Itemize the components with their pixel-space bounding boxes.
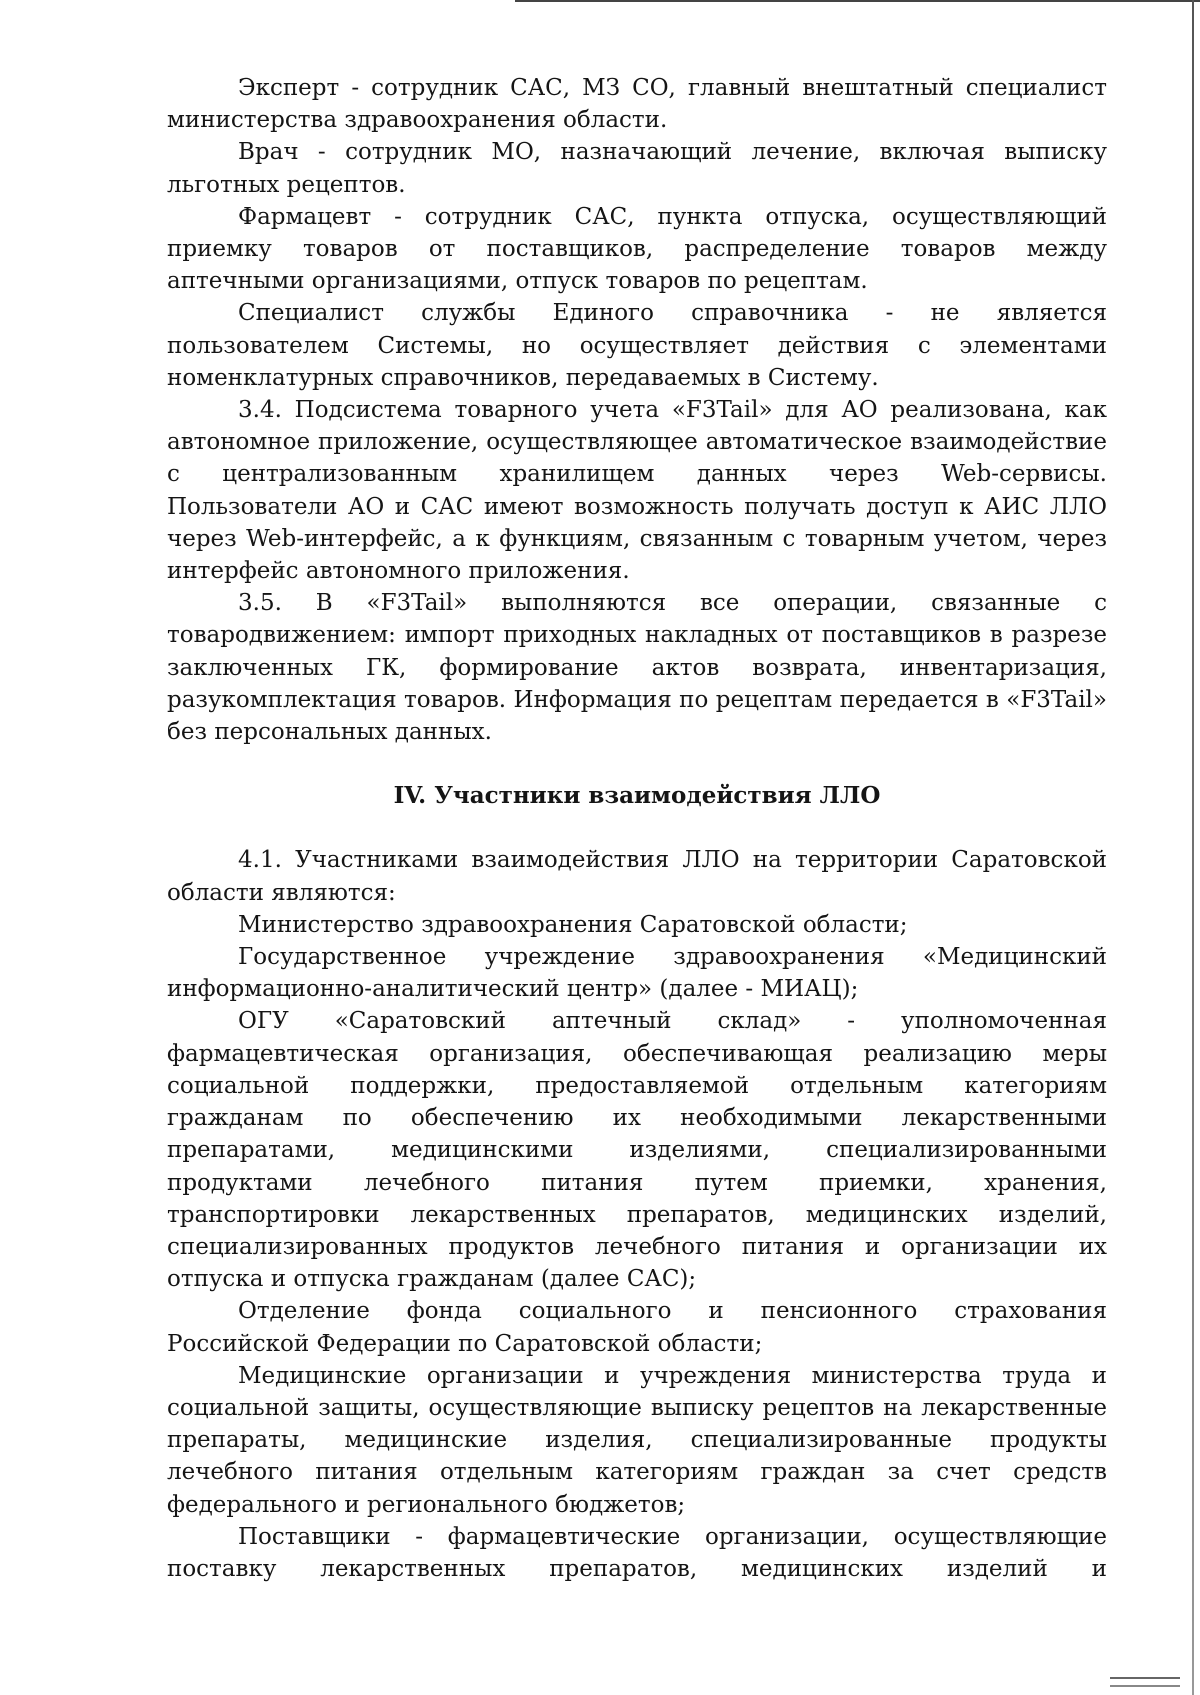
paragraph-suppliers: Поставщики - фармацевтические организации, осуществляющие поставку лекарственных препаратов, медицинских изделий и [167,1523,1107,1582]
paragraph-miac: Государственное учреждение здравоохранения «Медицинский информационно-аналитический центр» (далее - МИАЦ); [167,944,1107,1003]
paragraph-sas: ОГУ «Саратовский аптечный склад» - уполномоченная фармацевтическая организация, обеспечивающая реализацию меры социальной поддержки, предоставляемой отдельным категориям гражданам по обеспечению их необходимыми лекарственными препаратами, медицинскими изделиями, специализированными продуктами лечебного питания путем приемки, хранения, транспортировки лекарственных препаратов, медицинских изделий, специализированных продуктов лечебного питания и организации их отпуска и отпуска гражданам (далее САС); [167,1008,1107,1293]
paragraph-social-fund: Отделение фонда социального и пенсионного страхования Российской Федерации по Саратовской области; [167,1298,1107,1357]
paragraph-3-5: 3.5. В «F3Tail» выполняются все операции, связанные с товародвижением: импорт приходных накладных от поставщиков в разрезе заключенных ГК, формирование актов возврата, инвентаризация, разукомплектация товаров. Информация по рецептам передается в «F3Tail» без персональных данных. [167,590,1107,746]
scan-right-edge [1192,0,1194,1695]
paragraph-expert: Эксперт - сотрудник САС, МЗ СО, главный внештатный специалист министерства здравоохранения области. [167,75,1107,134]
document-page [167,72,1107,1585]
scan-bottom-mark [1110,1677,1180,1687]
paragraph-3-4: 3.4. Подсистема товарного учета «F3Tail» для АО реализована, как автономное приложение, осуществляющее автоматическое взаимодействие с централизованным хранилищем данных через Web-сервисы. Пользователи АО и САС имеют возможность получать доступ к АИС ЛЛО через Web-интерфейс, а к функциям, связанным с товарным учетом, через интерфейс автономного приложения. [167,397,1107,585]
paragraph-pharmacist: Фармацевт - сотрудник САС, пункта отпуска, осуществляющий приемку товаров от поставщиков, распределение товаров между аптечными организациями, отпуск товаров по рецептам. [167,203,1107,295]
paragraph-ministry: Министерство здравоохранения Саратовской области; [238,911,908,938]
section-heading: IV. Участники взаимодействия ЛЛО [393,782,881,810]
paragraph-reference-specialist: Специалист службы Единого справочника - не является пользователем Системы, но осуществляет действия с элементами номенклатурных справочников, передаваемых в Систему. [167,300,1107,391]
paragraph-doctor: Врач - сотрудник МО, назначающий лечение, включая выписку льготных рецептов. [167,139,1107,198]
paragraph-4-1: 4.1. Участниками взаимодействия ЛЛО на территории Саратовской области являются: [167,847,1107,906]
scan-top-edge [515,0,1200,2]
paragraph-medical-organizations: Медицинские организации и учреждения министерства труда и социальной защиты, осуществляющие выписку рецептов на лекарственные препараты, медицинские изделия, специализированные продукты лечебного питания отдельным категориям граждан за счет средств федерального и регионального бюджетов; [167,1362,1107,1518]
